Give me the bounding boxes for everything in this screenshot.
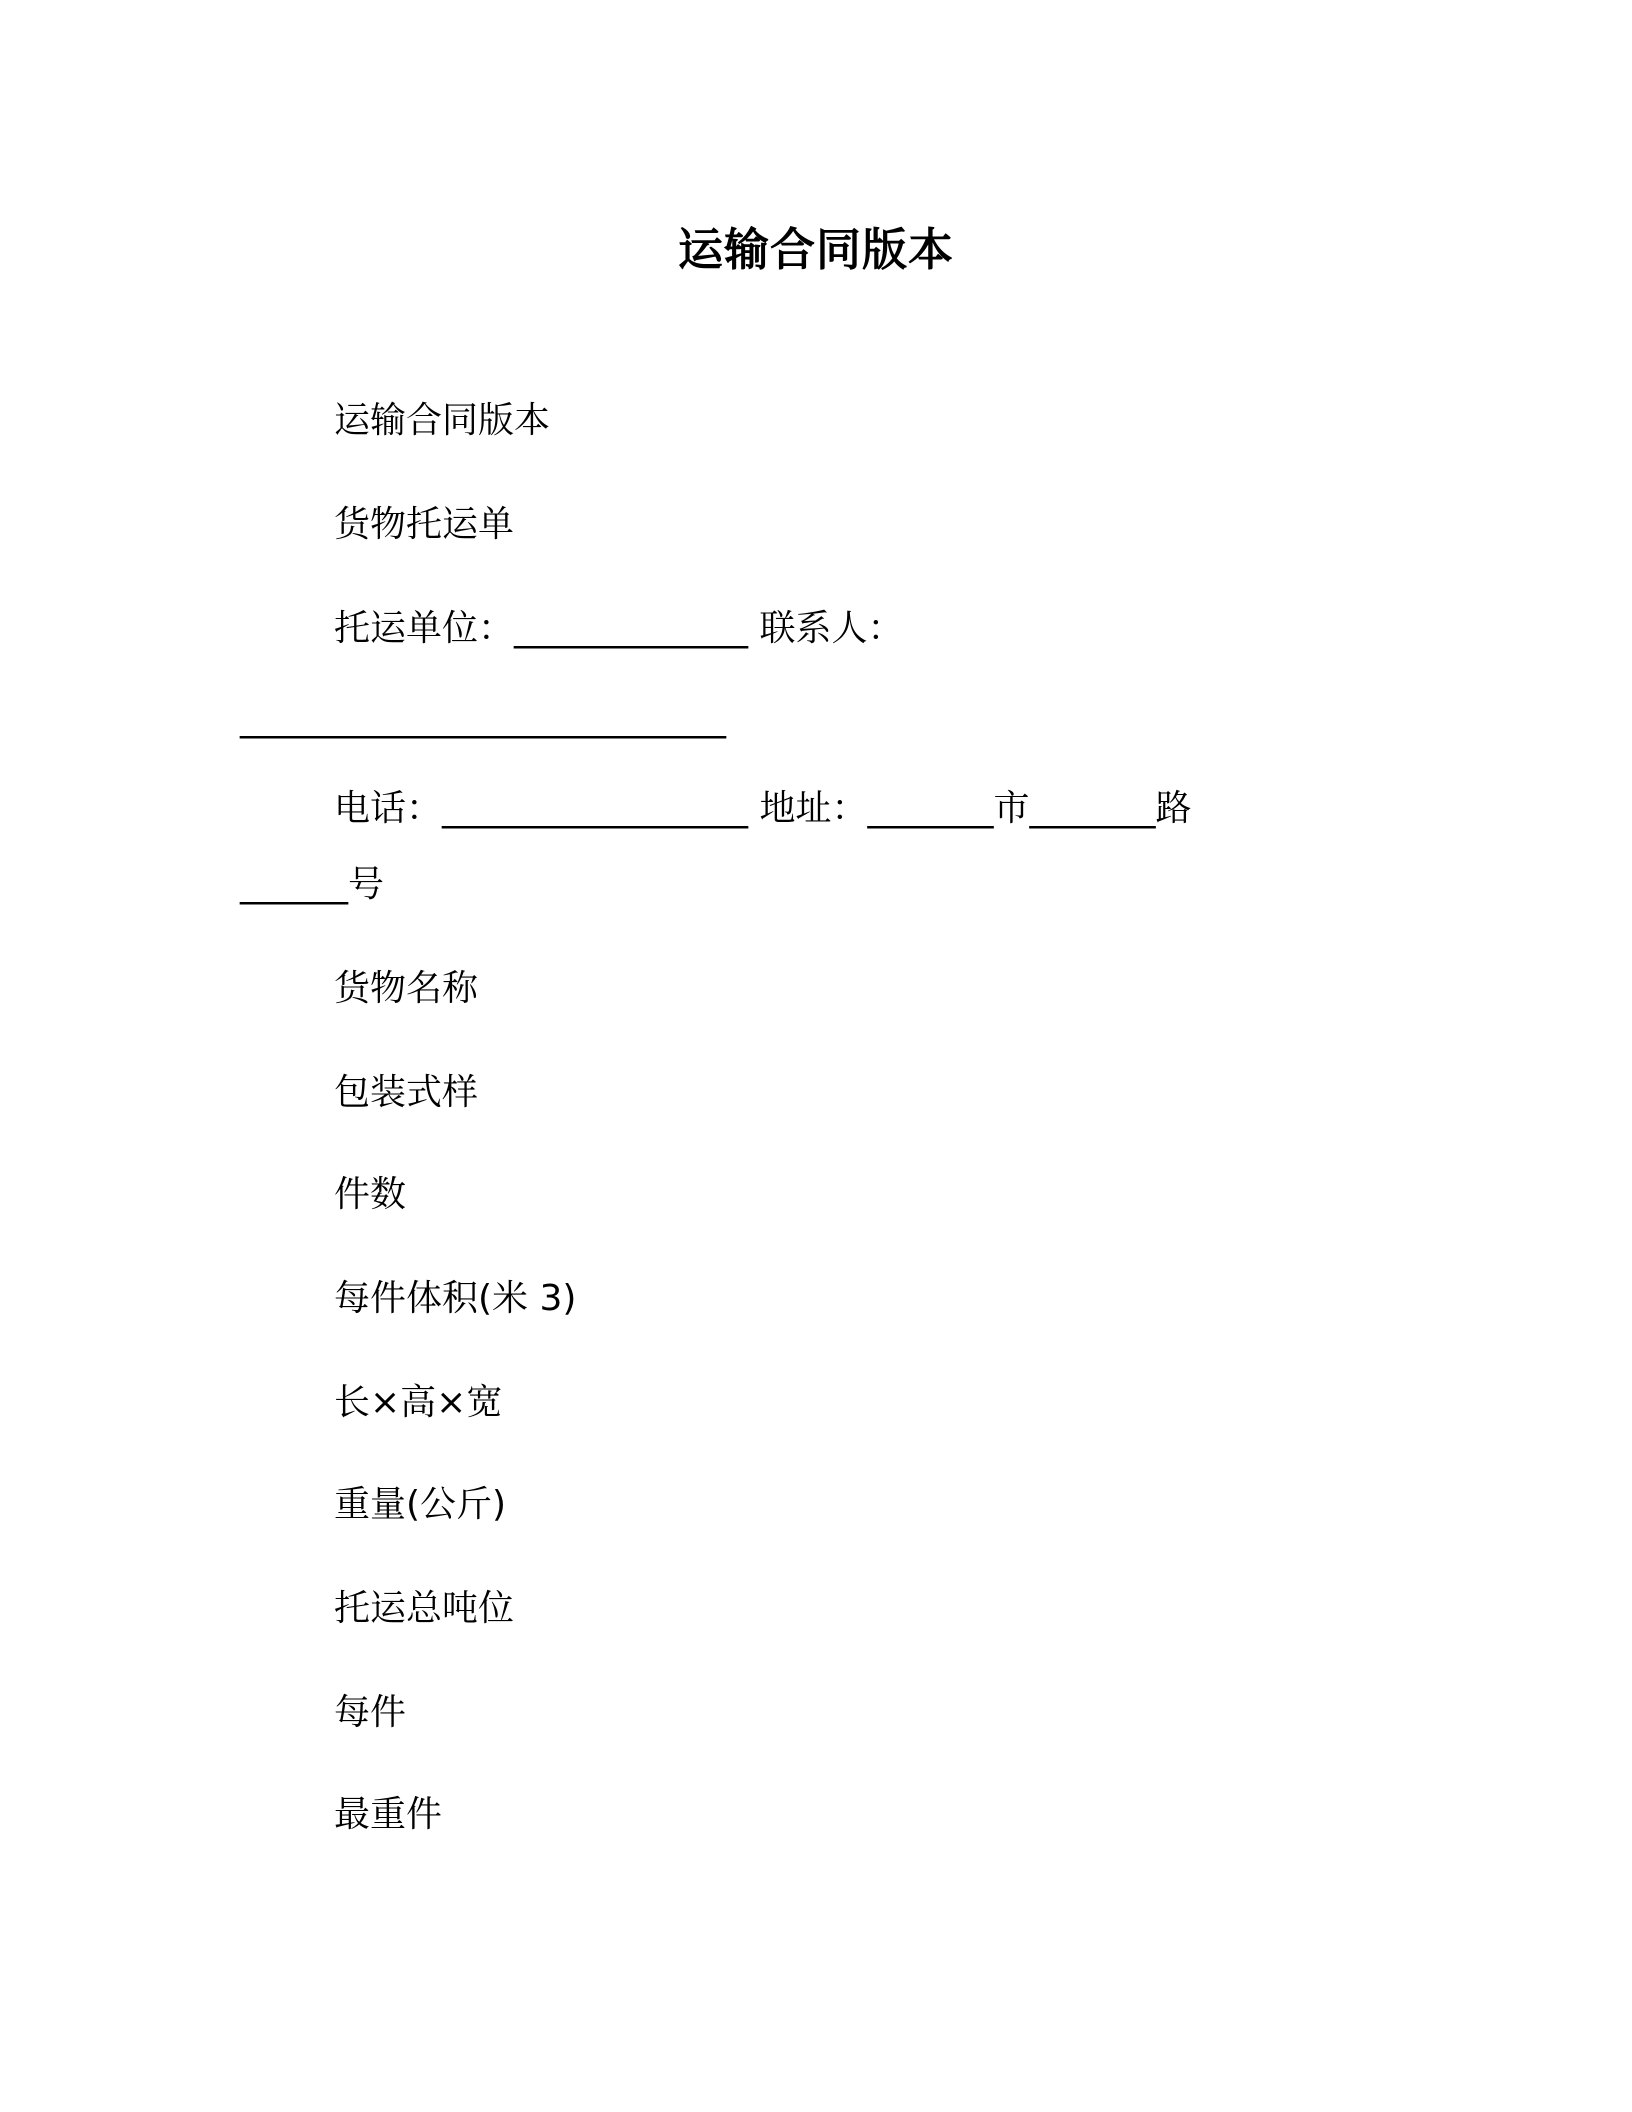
per-piece-label: 每件 [334, 1692, 407, 1733]
document-title: 运输合同版本 [677, 223, 954, 276]
contact-blank-line: ___________________________ [240, 698, 726, 739]
phone-address-line: 电话：_________________ 地址：_______市_______路 [334, 788, 1192, 829]
volume-label: 每件体积(米 3) [334, 1278, 577, 1319]
packaging-label: 包装式样 [334, 1072, 479, 1113]
quantity-label: 件数 [334, 1174, 407, 1215]
weight-label: 重量(公斤) [334, 1484, 507, 1525]
shipper-contact-line: 托运单位：_____________ 联系人： [334, 608, 904, 649]
heaviest-piece-label: 最重件 [334, 1794, 443, 1835]
dimensions-label: 长×高×宽 [334, 1382, 503, 1423]
total-tonnage-label: 托运总吨位 [334, 1588, 515, 1629]
goods-name-label: 货物名称 [334, 968, 479, 1009]
form-name: 货物托运单 [334, 504, 515, 545]
address-number-line: ______号 [240, 864, 385, 905]
contract-subtitle: 运输合同版本 [334, 400, 551, 441]
